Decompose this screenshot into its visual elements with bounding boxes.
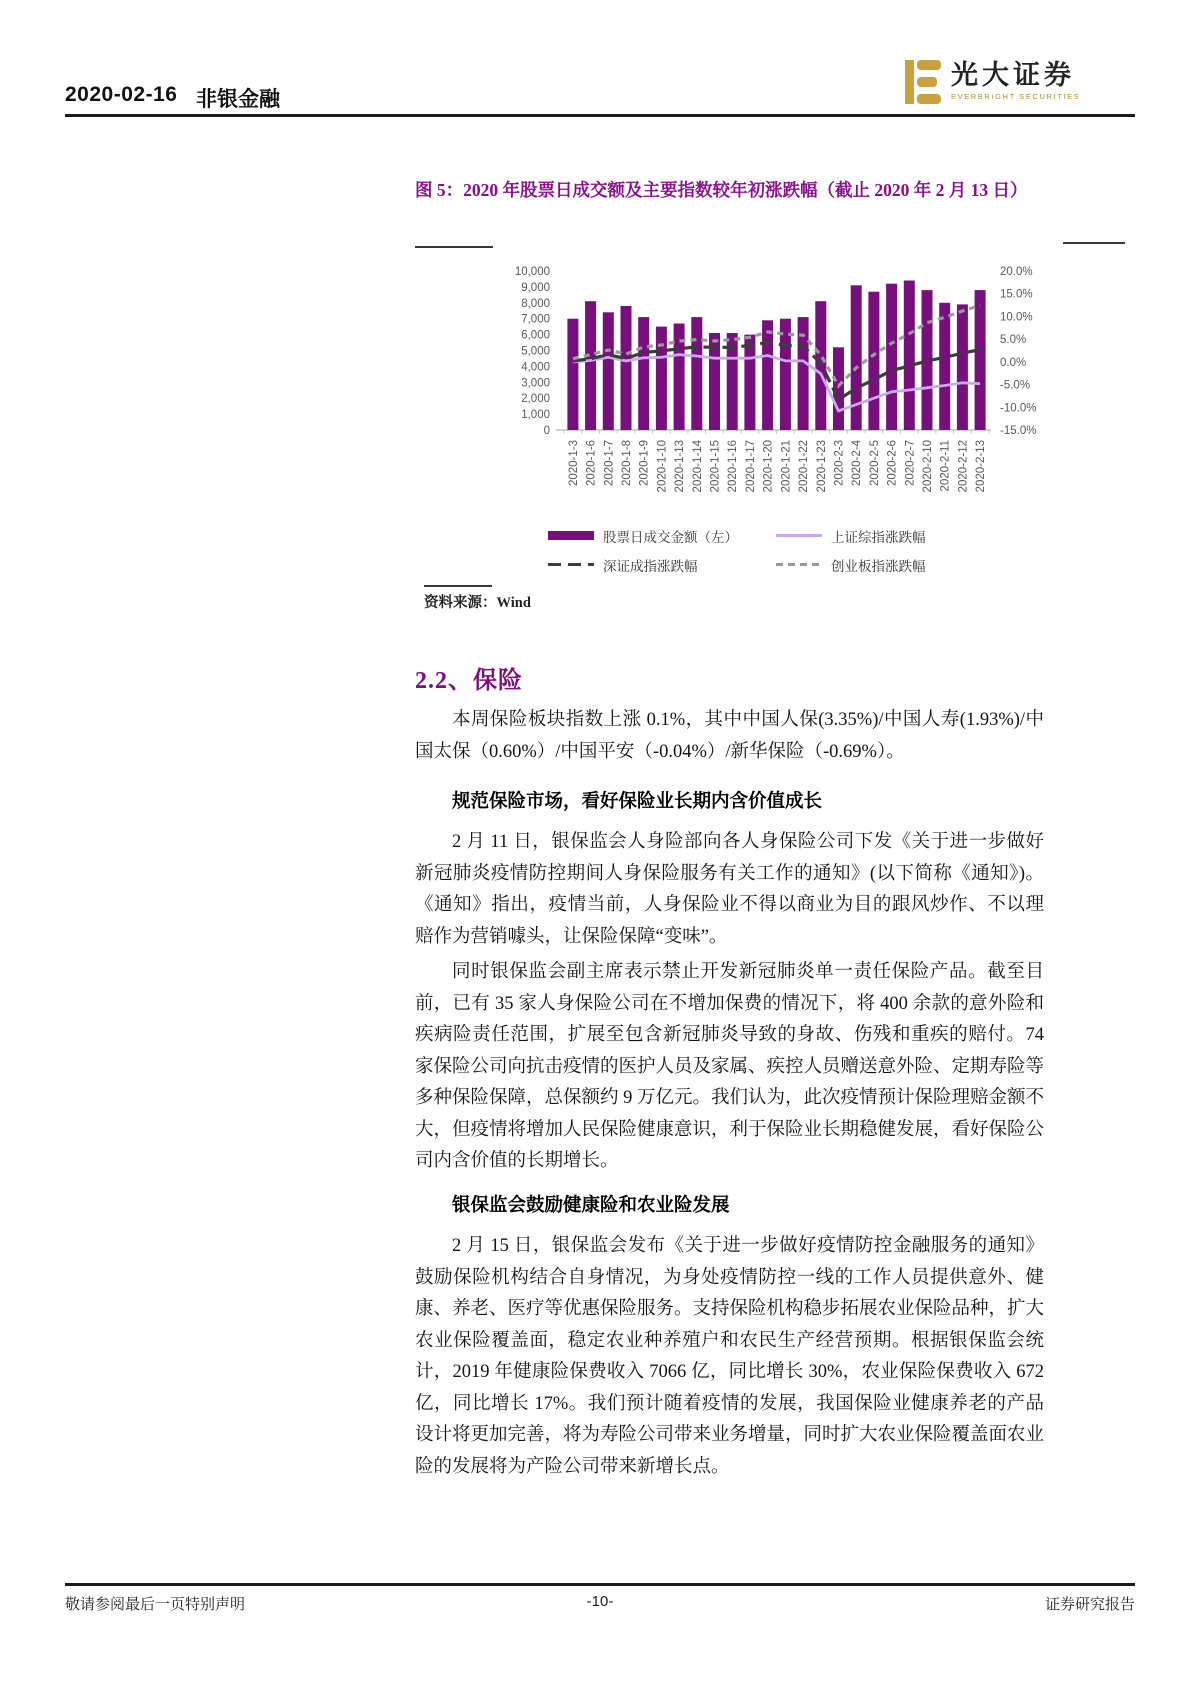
footer-page-number: -10- [586, 1593, 614, 1610]
left-axis-tick-label: 3,000 [521, 377, 550, 390]
right-axis-tick-label: 20.0% [1000, 266, 1033, 278]
volume-bar [939, 303, 950, 430]
x-axis-label: 2020-1-13 [674, 440, 687, 493]
right-axis-tick-label: 15.0% [1000, 288, 1033, 301]
everbright-logo-icon [905, 60, 943, 104]
x-axis-label: 2020-1-15 [709, 440, 722, 493]
brand-logo [905, 60, 1080, 104]
paragraph-notice-feb15: 2 月 15 日，银保监会发布《关于进一步做好疫情防控金融服务的通知》鼓励保险机构结合自身情况，为身处疫情防控一线的工作人员提供意外、健康、养老、医疗等优惠保险服务。支持保险机构稳步拓展农业保险品种，扩大农业保险覆盖面，稳定农业种养殖户和农民生产经营预期。根据银保监会统计，2019 年健康险保费收入 7066 亿，同比增长 30%，农业保险保费收入 672 亿，同比增长 17%。我们预计随着疫情的发展，我国保险业健康养老的产品设计将更加完善，将为寿险公司带来业务增量，同时扩大农业保险覆盖面农业险的发展将为产险公司带来新增长点。 [415, 1236, 1045, 1477]
legend-label-volume: 股票日成交金额（左） [603, 529, 738, 545]
legend-item-chinext [776, 555, 1004, 575]
left-axis-tick-label: 6,000 [521, 329, 550, 342]
x-axis-label: 2020-1-22 [798, 440, 811, 493]
volume-bar [567, 319, 578, 430]
legend-label-sse: 上证综指涨跌幅 [831, 529, 926, 545]
legend-label-szse: 深证成指涨跌幅 [603, 558, 698, 574]
x-axis-label: 2020-1-21 [780, 440, 793, 493]
right-axis-tick-label: 0.0% [1000, 356, 1027, 369]
left-axis-tick-label: 9,000 [521, 281, 550, 294]
left-axis-tick-label: 5,000 [521, 345, 550, 358]
right-axis-tick-label: -10.0% [1000, 402, 1037, 415]
volume-bar [851, 285, 862, 430]
volume-bar [691, 317, 702, 430]
legend-swatch-szse [548, 563, 594, 567]
volume-bar [957, 304, 968, 430]
x-axis-label: 2020-1-7 [603, 440, 616, 487]
footer-report-type: 证券研究报告 [1044, 1596, 1135, 1613]
left-axis-tick-label: 1,000 [521, 409, 550, 422]
volume-bar [621, 306, 632, 430]
volume-bar [815, 301, 826, 430]
x-axis-label: 2020-1-10 [656, 440, 669, 493]
szse-line [573, 342, 980, 399]
footer-disclaimer: 敬请参阅最后一页特别声明 [65, 1596, 246, 1613]
volume-bar [638, 317, 649, 430]
x-axis-label: 2020-2-6 [886, 440, 899, 487]
brand-name-cn: 光大证券 [951, 60, 1075, 90]
subheading-regulate-market: 规范保险市场，看好保险业长期内含价值成长 [452, 792, 823, 812]
brand-name-en: EVERBRIGHT SECURITIES [951, 92, 1081, 101]
left-axis-tick-label: 0 [543, 425, 550, 437]
paragraph-weekly-insurance: 本周保险板块指数上涨 0.1%，其中中国人保(3.35%)/中国人寿(1.93%)/中国太保（0.60%）/中国平安（-0.04%）/新华保险（-0.69%）。 [415, 710, 1044, 762]
volume-bar [656, 327, 667, 430]
left-axis-tick-label: 10,000 [514, 266, 550, 278]
legend-row [548, 521, 1008, 550]
volume-bar [585, 301, 596, 430]
x-axis-label: 2020-1-16 [727, 440, 740, 493]
right-axis-tick-label: -15.0% [1000, 425, 1037, 437]
x-axis-label: 2020-1-8 [621, 440, 633, 487]
x-axis-label: 2020-1-9 [638, 440, 651, 487]
x-axis-label: 2020-1-20 [762, 440, 775, 493]
left-axis-tick-label: 7,000 [521, 313, 550, 326]
legend-label-chinext: 创业板指涨跌幅 [831, 558, 926, 574]
legend-row [548, 550, 1008, 579]
brand-text [951, 60, 1080, 101]
x-axis-label: 2020-2-10 [922, 440, 934, 493]
volume-bar [975, 290, 986, 430]
volume-bar [603, 312, 614, 430]
x-axis-label: 2020-1-23 [815, 440, 828, 493]
right-axis-tick-label: 10.0% [1000, 311, 1033, 324]
paragraph-coverage-expansion: 同时银保监会副主席表示禁止开发新冠肺炎单一责任保险产品。截至目前，已有 35 家人身保险公司在不增加保费的情况下，将 400 余款的意外险和疾病险责任范围，扩展至包含新冠肺炎导致的身故、伤残和重疾的赔付。74 家保险公司向抗击疫情的医护人员及家属、疾控人员赠送意外险、定期寿险等多种保险保障，总保额约 9 万亿元。我们认为，此次疫情预计保险理赔金额不大，但疫情将增加人民保险健康意识，利于保险业长期稳健发展，看好保险公司内含价值的长期增长。 [415, 962, 1045, 1171]
x-axis-label: 2020-2-11 [939, 440, 952, 492]
left-axis-tick-label: 8,000 [521, 297, 550, 310]
x-axis-label: 2020-2-3 [833, 440, 846, 487]
figure-title-underline-right [1063, 242, 1125, 244]
report-category: 非银金融 [196, 88, 280, 111]
footer-divider [65, 1583, 1135, 1586]
legend-swatch-volume [548, 531, 594, 540]
x-axis-label: 2020-1-14 [691, 440, 704, 493]
chart-legend [548, 521, 1008, 579]
x-axis-label: 2020-2-13 [975, 440, 988, 493]
chinext-line [573, 306, 980, 386]
x-axis-label: 2020-2-7 [904, 440, 917, 487]
legend-item-szse [548, 555, 776, 575]
figure-source: 资料来源：Wind [424, 595, 531, 611]
x-axis-label: 2020-1-6 [585, 440, 598, 487]
header-divider [65, 114, 1135, 117]
figure-title: 图 5：2020 年股票日成交额及主要指数较年初涨跌幅（截止 2020 年 2 月 13 日） [415, 180, 1028, 200]
volume-bar [744, 335, 755, 430]
report-date: 2020-02-16 [65, 83, 178, 106]
volume-bar [762, 320, 773, 430]
right-axis-tick-label: 5.0% [1000, 334, 1027, 347]
source-divider [424, 585, 492, 587]
x-axis-label: 2020-2-5 [868, 440, 881, 487]
paragraph-notice-feb11: 2 月 11 日，银保监会人身险部向各人身保险公司下发《关于进一步做好新冠肺炎疫情防控期间人身保险服务有关工作的通知》(以下简称《通知》)。《通知》指出，疫情当前，人身保险业不得以商业为目的跟风炒作、不以理赔作为营销噱头，让保险保障“变味”。 [415, 832, 1044, 947]
x-axis-label: 2020-1-17 [744, 440, 757, 493]
legend-swatch-chinext [776, 563, 822, 567]
volume-bar [868, 292, 879, 430]
subheading-health-agri: 银保监会鼓励健康险和农业险发展 [452, 1196, 730, 1216]
x-axis-label: 2020-1-3 [567, 440, 580, 487]
legend-swatch-sse [776, 534, 822, 538]
x-axis-label: 2020-2-4 [851, 440, 864, 487]
left-axis-tick-label: 2,000 [521, 393, 550, 406]
figure5-chart [440, 240, 1060, 505]
left-axis-tick-label: 4,000 [521, 361, 550, 374]
section-title: 2.2、保险 [415, 668, 523, 694]
right-axis-tick-label: -5.0% [1000, 379, 1031, 392]
x-axis-label: 2020-2-12 [957, 440, 970, 493]
volume-bar [904, 281, 915, 431]
volume-bar [886, 284, 897, 430]
legend-item-sse [776, 526, 1004, 546]
legend-item-volume [548, 526, 776, 546]
